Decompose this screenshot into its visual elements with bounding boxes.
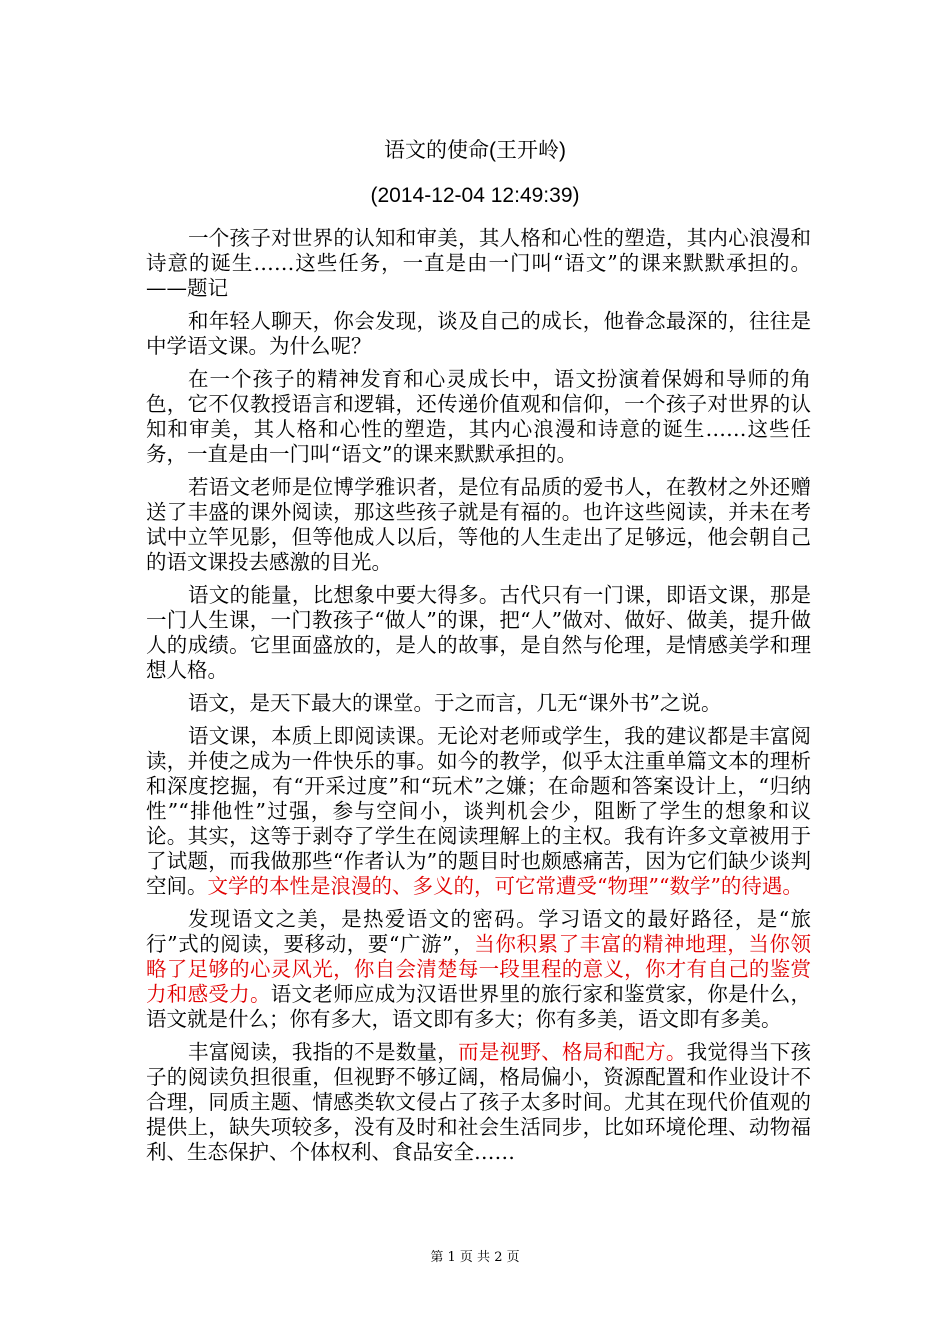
page-footer: 第 1 页 共 2 页 (430, 1250, 520, 1265)
paragraph-text: 发现语文之美，是热爱语文的密码。学习语文的最好路径，是“旅行”式的阅读，要移动，要“广游”， (146, 907, 811, 956)
highlighted-text: 而是视野、格局和配方。 (458, 1040, 687, 1064)
paragraph-text: 丰富阅读，我指的不是数量， (188, 1040, 459, 1064)
paragraph (146, 724, 811, 899)
paragraph: 和年轻人聊天，你会发现，谈及自己的成长，他眷念最深的，往往是中学语文课。为什么呢？ (146, 309, 811, 358)
paragraph-text: 我觉得当下孩子的阅读负担很重，但视野不够辽阔，格局偏小，资源配置和作业设计不合理，同质主题、情感类软文侵占了孩子太多时间。尤其在现代价值观的提供上，缺失项较多，没有及时和社会生活同步，比如环境伦理、动物福利、生态保护、个体权利、食品安全…… (146, 1040, 812, 1164)
paragraph: 语文的能量，比想象中要大得多。古代只有一门课，即语文课，那是一门人生课，一门教孩子“做人”的课，把“人”做对、做好、做美，提升做人的成绩。它里面盛放的，是人的故事，是自然与伦理，是情感美学和理想人格。 (146, 583, 811, 682)
highlighted-text: 文学的本性是浪漫的、多义的，可它常遭受“物理”“数学”的待遇。 (207, 874, 803, 898)
highlighted-text: 当你积累了丰富的精神地理，当你领略了足够的心灵风光，你自会清楚每一段里程的意义，你才有自己的鉴赏力和感受力。 (146, 932, 811, 1006)
document-body (146, 226, 811, 1173)
paragraph (146, 907, 811, 1032)
paragraph: 语文，是天下最大的课堂。于之而言，几无“课外书”之说。 (188, 691, 722, 715)
paragraph-text: 语文课，本质上即阅读课。无论对老师或学生，我的建议都是丰富阅读，并使之成为一件快乐的事。如今的教学，似乎太注重单篇文本的理析和深度挖掘，有“开采过度”和“玩术”之嫌；在命题和答案设计上，“归纳性”“排他性”过强，参与空间小，谈判机会少，阻断了学生的想象和议论。其实，这等于剥夺了学生在阅读理解上的主权。我有许多文章被用于了试题，而我做那些“作者认为”的题目时也颇感痛苦，因为它们缺少谈判空间。 (146, 724, 811, 898)
document-title: 语文的使命(王开岭) (384, 139, 566, 162)
document-date: (2014-12-04 12:49:39) (370, 184, 580, 207)
paragraph: 在一个孩子的精神发育和心灵成长中，语文扮演着保姆和导师的角色，它不仅教授语言和逻辑，还传递价值观和信仰，一个孩子对世界的认知和审美，其人格和心性的塑造，其内心浪漫和诗意的诞生……这些任务，一直是由一门叫“语文”的课来默默承担的。 (146, 367, 811, 466)
paragraph: 若语文老师是位博学雅识者，是位有品质的爱书人，在教材之外还赠送了丰盛的课外阅读，那这些孩子就是有福的。也许这些阅读，并未在考试中立竿见影，但等他成人以后，等他的人生走出了足够远，他会朝自己的语文课投去感激的目光。 (146, 475, 811, 574)
paragraph (146, 1040, 811, 1165)
paragraph-epigraph: 一个孩子对世界的认知和审美，其人格和心性的塑造，其内心浪漫和诗意的诞生……这些任务，一直是由一门叫“语文”的课来默默承担的。——题记 (146, 226, 811, 300)
paragraph-text: 语文老师应成为汉语世界里的旅行家和鉴赏家，你是什么，语文就是什么；你有多大，语文即有多大；你有多美，语文即有多美。 (146, 982, 812, 1031)
